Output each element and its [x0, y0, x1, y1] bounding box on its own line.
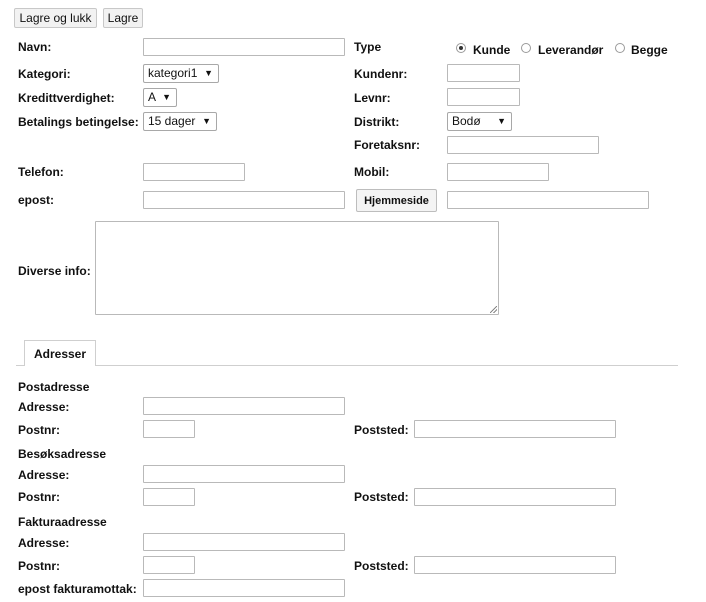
faktura-adresse-label: Adresse: — [18, 536, 70, 550]
kategori-label: Kategori: — [18, 67, 71, 81]
type-label: Type — [354, 40, 382, 54]
post-poststed-input[interactable] — [414, 420, 616, 438]
foretaksnr-input[interactable] — [447, 136, 599, 154]
distrikt-select[interactable] — [447, 112, 512, 131]
faktura-poststed-input[interactable] — [414, 556, 616, 574]
kredittverdighet-label: Kredittverdighet: — [18, 91, 115, 105]
hjemmeside-input[interactable] — [447, 191, 649, 209]
post-adresse-input[interactable] — [143, 397, 345, 415]
tab-strip-divider — [16, 365, 678, 366]
type-option-begge-label: Begge — [631, 43, 668, 57]
distrikt-select-value: Bodø — [452, 114, 481, 128]
betalings-betingelse-label: Betalings betingelse: — [18, 115, 139, 129]
diverse-info-textarea[interactable] — [95, 221, 499, 315]
epost-input[interactable] — [143, 191, 345, 209]
post-poststed-label: Poststed: — [354, 423, 409, 437]
betalings-betingelse-select[interactable] — [143, 112, 217, 131]
besok-adresse-input[interactable] — [143, 465, 345, 483]
foretaksnr-label: Foretaksnr: — [354, 138, 421, 152]
diverse-info-label: Diverse info: — [18, 264, 91, 278]
save-and-close-button[interactable]: Lagre og lukk — [14, 8, 97, 28]
type-radio-leverandor[interactable] — [521, 43, 531, 53]
tab-adresser-label: Adresser — [33, 347, 87, 361]
tab-adresser[interactable] — [24, 340, 96, 366]
postadresse-heading: Postadresse — [18, 380, 90, 394]
besok-poststed-input[interactable] — [414, 488, 616, 506]
kundenr-input[interactable] — [447, 64, 520, 82]
epost-fakturamottak-label: epost fakturamottak: — [18, 582, 137, 596]
faktura-postnr-input[interactable] — [143, 556, 195, 574]
kategori-select[interactable] — [143, 64, 219, 83]
kategori-select-value: kategori1 — [148, 66, 198, 80]
telefon-label: Telefon: — [18, 165, 64, 179]
caret-down-icon: ▼ — [497, 116, 506, 126]
faktura-adresse-input[interactable] — [143, 533, 345, 551]
type-option-leverandor-label: Leverandør — [538, 43, 604, 57]
kundenr-label: Kundenr: — [354, 67, 408, 81]
navn-label: Navn: — [18, 40, 52, 54]
save-button[interactable]: Lagre — [103, 8, 143, 28]
fakturaadresse-heading: Fakturaadresse — [18, 515, 107, 529]
kredittverdighet-select[interactable] — [143, 88, 177, 107]
epost-label: epost: — [18, 193, 54, 207]
post-postnr-label: Postnr: — [18, 423, 60, 437]
epost-fakturamottak-input[interactable] — [143, 579, 345, 597]
post-postnr-input[interactable] — [143, 420, 195, 438]
besok-postnr-label: Postnr: — [18, 490, 60, 504]
caret-down-icon: ▼ — [202, 116, 211, 126]
faktura-poststed-label: Poststed: — [354, 559, 409, 573]
mobil-label: Mobil: — [354, 165, 390, 179]
navn-input[interactable] — [143, 38, 345, 56]
type-radio-begge[interactable] — [615, 43, 625, 53]
levnr-label: Levnr: — [354, 91, 391, 105]
faktura-postnr-label: Postnr: — [18, 559, 60, 573]
besok-postnr-input[interactable] — [143, 488, 195, 506]
hjemmeside-button[interactable]: Hjemmeside — [356, 189, 437, 212]
distrikt-label: Distrikt: — [354, 115, 400, 129]
telefon-input[interactable] — [143, 163, 245, 181]
post-adresse-label: Adresse: — [18, 400, 70, 414]
caret-down-icon: ▼ — [162, 92, 171, 102]
besok-poststed-label: Poststed: — [354, 490, 409, 504]
besok-adresse-label: Adresse: — [18, 468, 70, 482]
type-option-kunde-label: Kunde — [473, 43, 511, 57]
levnr-input[interactable] — [447, 88, 520, 106]
betalings-betingelse-select-value: 15 dager — [148, 114, 196, 128]
besoksadresse-heading: Besøksadresse — [18, 447, 107, 461]
type-radio-kunde[interactable] — [456, 43, 466, 53]
mobil-input[interactable] — [447, 163, 549, 181]
caret-down-icon: ▼ — [204, 68, 213, 78]
resize-grip-icon[interactable] — [490, 306, 497, 313]
kredittverdighet-select-value: A — [148, 90, 157, 104]
